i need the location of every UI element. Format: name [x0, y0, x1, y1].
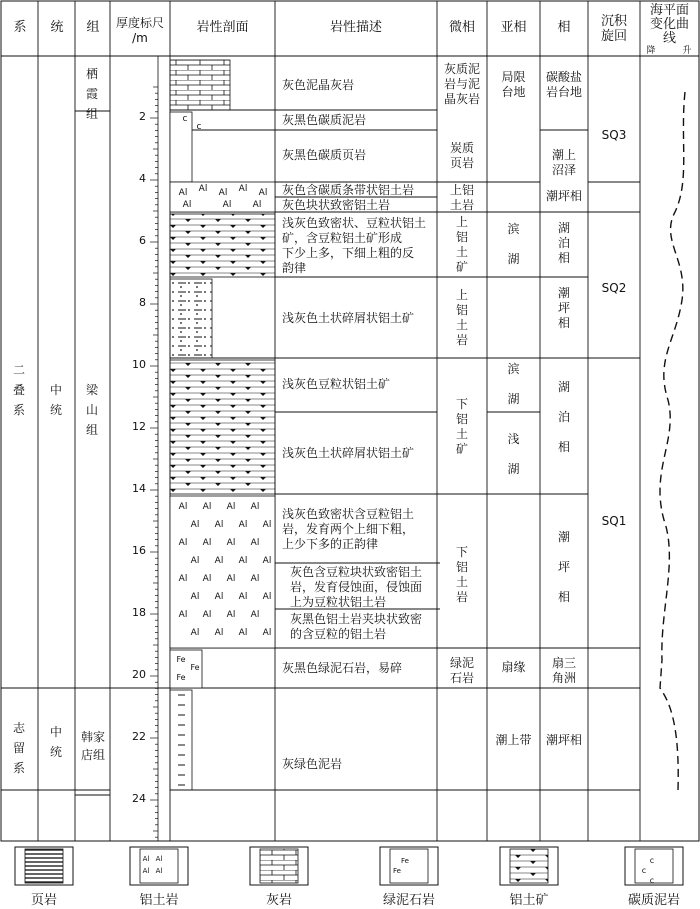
header-subfacies: 亚相 — [500, 20, 527, 35]
micro-upper-bauxite-ore: 上 铝 土 矿 — [455, 215, 468, 274]
al-symbol: Al — [238, 628, 248, 638]
legend-label: 页岩 — [30, 893, 57, 908]
al-symbol: Al — [202, 574, 212, 584]
desc-carbon-mudstone: 灰黑色碳质泥岩 — [282, 113, 367, 127]
permian-system: 二 叠 系 — [12, 363, 25, 417]
al-symbol: Al — [142, 867, 150, 875]
legend-swatch-bauxite-ore — [500, 847, 558, 885]
al-symbol: Al — [238, 184, 248, 194]
al-symbol: Al — [190, 520, 200, 530]
rise-label: 升 — [682, 46, 692, 56]
al-symbol: Al — [202, 538, 212, 548]
sub-fan-margin: 扇缘 — [501, 660, 526, 674]
header-series: 统 — [50, 20, 64, 35]
facies-supratidal-marsh: 潮上 沼泽 — [551, 148, 576, 177]
facies-lacustrine-1: 湖 泊 相 — [557, 221, 570, 265]
desc-dark-bauxite: 灰黑色铝土岩夹块状致密 的含豆粒的铝土岩 — [290, 612, 423, 641]
green-mudstone-layer — [170, 690, 192, 790]
sub-supratidal: 潮上带 — [495, 733, 532, 747]
facies-tidal-flat-2: 潮 坪 相 — [557, 286, 570, 330]
facies-tidal-flat-1: 潮坪相 — [545, 189, 582, 203]
al-symbol: Al — [238, 520, 248, 530]
al-symbol: Al — [250, 574, 260, 584]
al-symbol: Al — [142, 855, 150, 863]
scale-tick-label: 4 — [139, 172, 146, 185]
scale-tick-label: 8 — [139, 296, 146, 309]
micro-upper-bauxite-rock: 上铝 土岩 — [449, 183, 474, 212]
header-microfacies: 微相 — [448, 20, 475, 35]
sub-shallow-lake: 浅 湖 — [507, 432, 520, 476]
middle-series-upper: 中 统 — [49, 383, 62, 417]
c-symbol: c — [182, 114, 188, 124]
header-description: 岩性描述 — [329, 20, 382, 35]
al-symbol: Al — [182, 200, 192, 210]
legend-label: 绿泥石岩 — [382, 893, 435, 908]
sea-level-curve — [660, 92, 685, 790]
c-symbol: c — [196, 122, 202, 132]
al-symbol: Al — [198, 184, 208, 194]
legend-label: 灰岩 — [265, 893, 292, 908]
al-symbol: Al — [178, 188, 188, 198]
scale-tick-label: 12 — [132, 420, 146, 433]
cycle-sq3: SQ3 — [601, 128, 627, 142]
sub-shore-lake-upper: 滨 湖 — [507, 222, 520, 266]
al-symbol: Al — [190, 592, 200, 602]
legend-label: 铝土矿 — [509, 893, 549, 908]
al-symbol: Al — [155, 855, 163, 863]
oolitic-bauxite-layer — [170, 360, 275, 494]
al-symbol: Al — [202, 502, 212, 512]
desc-carbon-shale: 灰黑色碳质页岩 — [282, 148, 367, 162]
desc-oolitic-ore: 浅灰色豆粒状铝土矿 — [282, 377, 391, 391]
desc-dense-bauxite: 浅灰色致密状含豆粒铝土 岩，发育两个上细下粗， 上少下多的正韵律 — [282, 507, 415, 551]
al-symbol: Al — [262, 628, 272, 638]
al-symbol: Al — [178, 502, 188, 512]
cycle-sq2: SQ2 — [601, 281, 627, 295]
al-symbol: Al — [262, 556, 272, 566]
scale-tick-label: 18 — [132, 606, 146, 619]
al-symbol: Al — [250, 502, 260, 512]
al-symbol: Al — [222, 200, 232, 210]
header-cycle: 沉积 旋回 — [600, 14, 627, 44]
qixia-formation: 栖 霞 组 — [85, 67, 98, 121]
desc-chlorite: 灰黑色绿泥石岩，易碎 — [282, 661, 403, 675]
al-symbol: Al — [218, 188, 228, 198]
al-symbol: Al — [226, 574, 236, 584]
legend-swatch-limestone — [250, 847, 308, 885]
fe-symbol: Fe — [176, 655, 186, 664]
al-symbol: Al — [250, 538, 260, 548]
al-symbol: Al — [178, 538, 188, 548]
desc-banded-bauxite: 灰色含碳质条带状铝土岩 — [282, 183, 415, 197]
scale-tick-label: 22 — [132, 730, 146, 743]
sub-restricted-platform: 局限 台地 — [501, 70, 526, 99]
legend-label: 铝土岩 — [139, 893, 179, 908]
al-symbol: Al — [226, 538, 236, 548]
liangshan-formation: 梁 山 组 — [85, 383, 98, 437]
facies-tidal-flat-3: 潮 坪 相 — [557, 530, 570, 604]
micro-upper-bauxite-rock-2: 上 铝 土 岩 — [455, 288, 468, 347]
al-symbol: Al — [214, 592, 224, 602]
header-thickness: 厚度标尺 /m — [115, 16, 164, 45]
header-system: 系 — [13, 20, 27, 35]
al-symbol: Al — [190, 628, 200, 638]
al-symbol: Al — [214, 520, 224, 530]
c-symbol: c — [649, 876, 655, 885]
cycle-sq1: SQ1 — [601, 514, 627, 528]
sub-shore-lake-lower: 滨 湖 — [507, 362, 520, 406]
header-profile: 岩性剖面 — [196, 20, 249, 35]
micro-limestone: 灰质泥 岩与泥 晶灰岩 — [443, 62, 480, 106]
al-symbol: Al — [252, 200, 262, 210]
desc-oolitic-ore-upper: 浅灰色致密状、豆粒状铝土 矿，含豆粒铝土矿形成 下少上多，下细上粗的反 韵律 — [282, 216, 427, 275]
scale-tick-label: 14 — [132, 482, 146, 495]
limestone-layer — [170, 60, 230, 110]
scale-tick-label: 6 — [139, 234, 146, 247]
desc-erosion-bauxite: 灰色含豆粒块状致密铝土 岩，发育侵蚀面，侵蚀面 上为豆粒状铝土岩 — [290, 565, 423, 609]
c-symbol: c — [641, 866, 647, 875]
header-formation: 组 — [86, 20, 100, 35]
al-symbol: Al — [262, 592, 272, 602]
scale-tick-label: 20 — [132, 668, 146, 681]
al-symbol: Al — [226, 502, 236, 512]
facies-carbonate-platform: 碳酸盐 岩台地 — [545, 70, 582, 99]
micro-lower-bauxite-ore: 下 铝 土 矿 — [455, 397, 468, 456]
facies-fan-delta: 扇三 角洲 — [551, 656, 576, 685]
legend-swatch-shale — [15, 847, 73, 885]
al-symbol: Al — [155, 867, 163, 875]
desc-green-mudstone: 灰绿色泥岩 — [282, 757, 343, 771]
al-symbol: Al — [214, 556, 224, 566]
bauxite-ore-layer — [170, 214, 275, 277]
header-sealevel: 海平面 变化曲 线 — [649, 3, 689, 46]
scale-tick-label: 16 — [132, 544, 146, 557]
micro-carbon-shale: 炭质 页岩 — [449, 141, 474, 170]
micro-lower-bauxite-rock: 下 铝 土 岩 — [455, 545, 468, 604]
al-symbol: Al — [178, 574, 188, 584]
middle-series-lower: 中 统 — [49, 725, 62, 759]
scale-tick-label: 10 — [132, 358, 146, 371]
facies-tidal-flat-4: 潮坪相 — [545, 733, 582, 747]
fe-symbol: Fe — [401, 857, 409, 865]
al-symbol: Al — [190, 556, 200, 566]
al-symbol: Al — [250, 610, 260, 620]
al-symbol: Al — [238, 556, 248, 566]
c-symbol: c — [649, 856, 655, 865]
scale-tick-label: 2 — [139, 110, 146, 123]
silurian-system: 志 留 系 — [12, 721, 25, 775]
al-symbol: Al — [214, 628, 224, 638]
header-facies: 相 — [557, 20, 571, 35]
fe-symbol: Fe — [176, 673, 186, 682]
al-symbol: Al — [262, 520, 272, 530]
scale-tick-label: 24 — [132, 792, 146, 805]
desc-clastic-ore-upper: 浅灰色土状碎屑状铝土矿 — [282, 311, 415, 325]
al-symbol: Al — [202, 610, 212, 620]
fall-label: 降 — [646, 46, 656, 56]
al-symbol: Al — [258, 188, 268, 198]
clastic-bauxite-layer — [170, 279, 212, 358]
desc-massive-bauxite: 灰色块状致密铝土岩 — [282, 198, 391, 212]
facies-lacustrine-2: 湖 泊 相 — [557, 380, 570, 454]
al-symbol: Al — [226, 610, 236, 620]
fe-symbol: Fe — [393, 867, 401, 875]
al-symbol: Al — [238, 592, 248, 602]
legend-label: 碳质泥岩 — [627, 893, 680, 908]
desc-clastic-ore-lower: 浅灰色土状碎屑状铝土矿 — [282, 446, 415, 460]
desc-limestone: 灰色泥晶灰岩 — [282, 78, 355, 92]
hanjiadian-formation: 韩家 店组 — [80, 730, 105, 762]
al-symbol: Al — [178, 610, 188, 620]
micro-chlorite: 绿泥 石岩 — [449, 656, 474, 685]
fe-symbol: Fe — [190, 663, 200, 672]
